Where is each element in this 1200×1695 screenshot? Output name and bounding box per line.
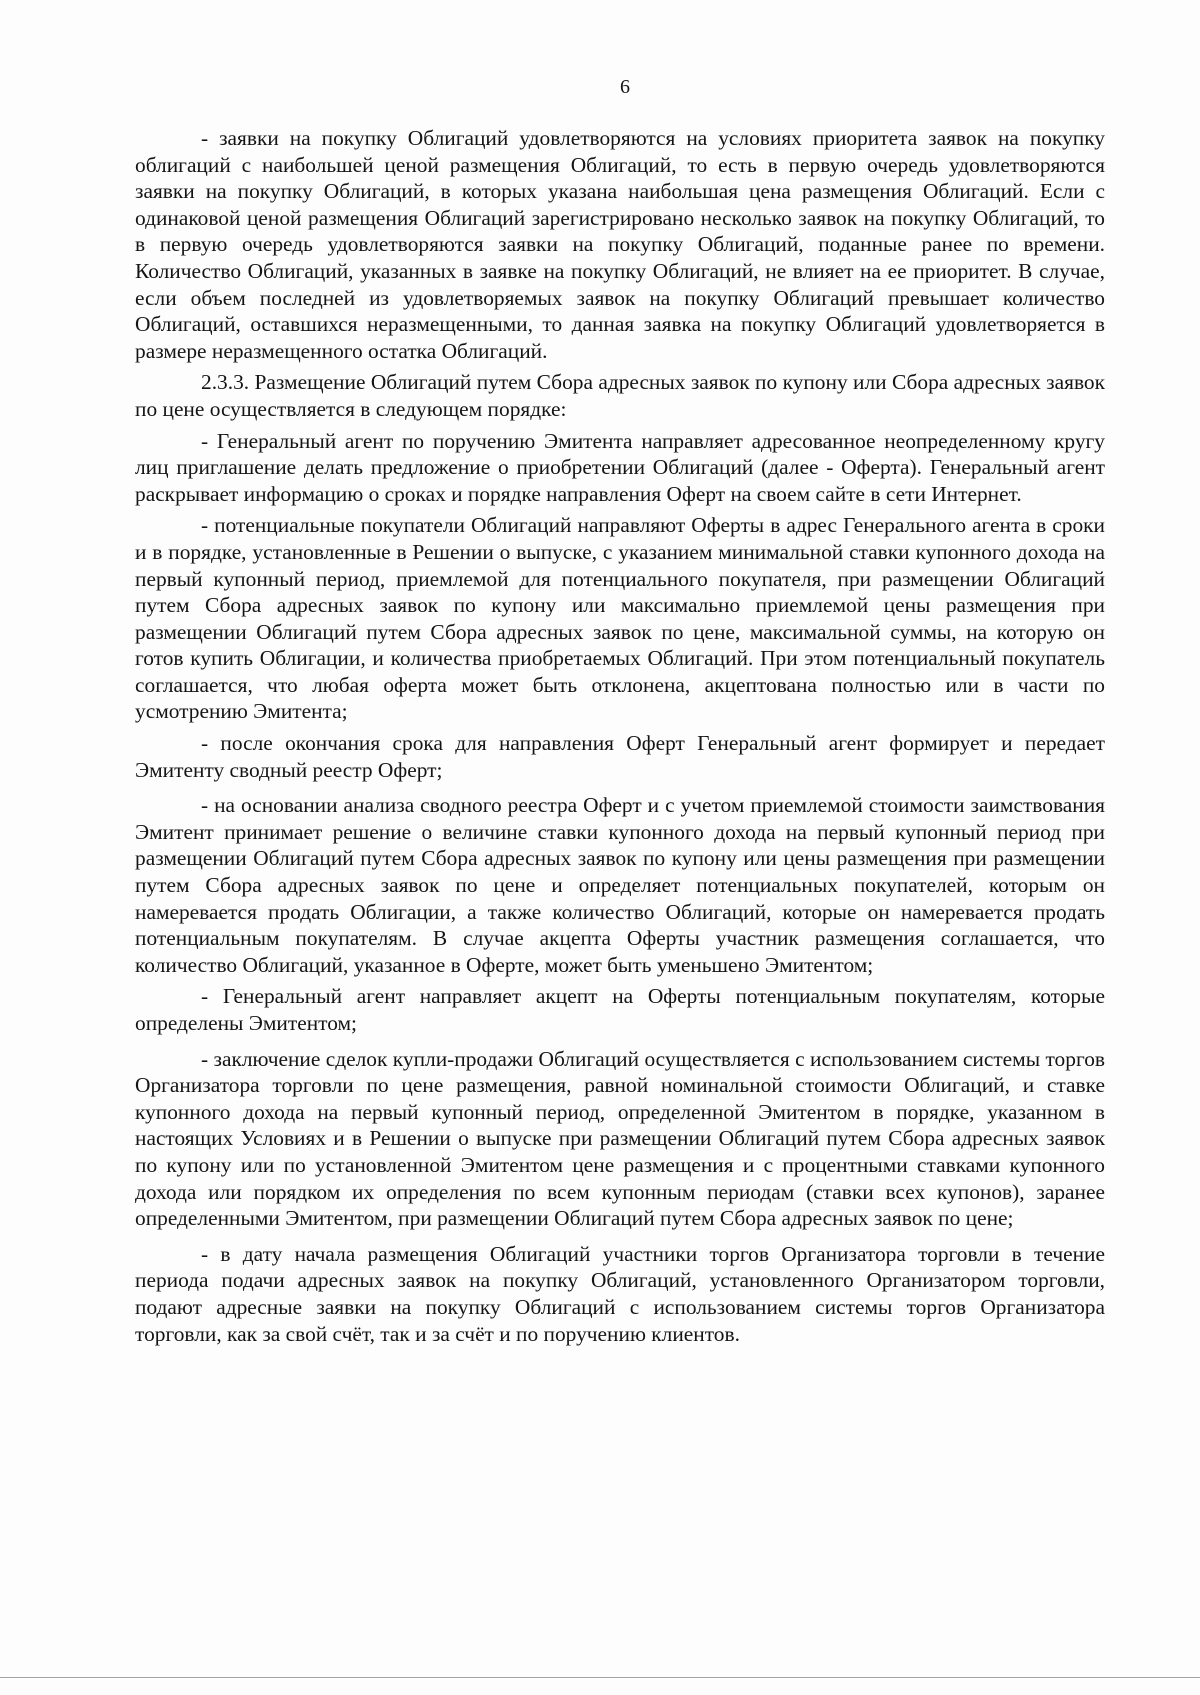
paragraph-bid-priority: - заявки на покупку Облигаций удовлетворяются на условиях приоритета заявок на покупку облигаций с наибольшей ценой размещения Облигаций, то есть в первую очередь удовлетворяются заявки на покупку Облигаций, в которых указана наибольшая цена размещения Облигаций. Если с одинаковой ценой размещения Облигаций зарегистрировано несколько заявок на покупку Облигаций, то в первую очередь удовлетворяются заявки на покупку Облигаций, поданные ранее по времени. Количество Облигаций, указанных в заявке на покупку Облигаций, не влияет на ее приоритет. В случае, если объем последней из удовлетворяемых заявок на покупку Облигаций превышает количество Облигаций, оставшихся неразмещенными, то данная заявка на покупку Облигаций удовлетворяется в размере неразмещенного остатка Облигаций. [135, 126, 1105, 363]
paragraph-buyers-send-offers: - потенциальные покупатели Облигаций направляют Оферты в адрес Генерального агента в сроки и в порядке, установленные в Решении о выпуске, с указанием минимальной ставки купонного дохода на первый купонный период, приемлемой для потенциального покупателя, при размещении Облигаций путем Сбора адресных заявок по купону или максимально приемлемой цены размещения при размещении Облигаций путем Сбора адресных заявок по цене, максимальной суммы, на которую он готов купить Облигации, и количества приобретаемых Облигаций. При этом потенциальный покупатель соглашается, что любая оферта может быть отклонена, акцептована полностью или в части по усмотрению Эмитента; [135, 513, 1105, 724]
paragraph-section-2-3-3: 2.3.3. Размещение Облигаций путем Сбора адресных заявок по купону или Сбора адресных заявок по цене осуществляется в следующем порядке: [135, 370, 1105, 421]
footer-rule [0, 1677, 1200, 1678]
paragraph-acceptance: - Генеральный агент направляет акцепт на Оферты потенциальным покупателям, которые определены Эмитентом; [135, 984, 1105, 1035]
document-body [135, 125, 1105, 1347]
paragraph-placement-start: - в дату начала размещения Облигаций участники торгов Организатора торговли в течение периода подачи адресных заявок на покупку Облигаций, установленного Организатором торговли, подают адресные заявки на покупку Облигаций с использованием системы торгов Организатора торговли, как за свой счёт, так и за счёт и по поручению клиентов. [135, 1241, 1105, 1346]
page-number: 6 [620, 76, 630, 98]
paragraph-general-agent-invitation: - Генеральный агент по поручению Эмитента направляет адресованное неопределенному кругу лиц приглашение делать предложение о приобретении Облигаций (далее - Оферта). Генеральный агент раскрывает информацию о сроках и порядке направления Оферт на своем сайте в сети Интернет. [135, 428, 1105, 506]
paragraph-trade-execution: - заключение сделок купли-продажи Облигаций осуществляется с использованием системы торгов Организатора торговли по цене размещения, равной номинальной стоимости Облигаций, и ставке купонного дохода на первый купонный период, определенной Эмитентом в порядке, указанном в настоящих Условиях и в Решении о выпуске при размещении Облигаций путем Сбора адресных заявок по купону или по установленной Эмитентом цене размещения и с процентными ставками купонного дохода или порядком их определения по всем купонным периодам (ставки всех купонов), заранее определенными Эмитентом, при размещении Облигаций путем Сбора адресных заявок по цене; [135, 1046, 1105, 1231]
paragraph-issuer-decision: - на основании анализа сводного реестра Оферт и с учетом приемлемой стоимости заимствования Эмитент принимает решение о величине ставки купонного дохода на первый купонный период при размещении Облигаций путем Сбора адресных заявок по купону или цены размещения при размещении путем Сбора адресных заявок по цене и определяет потенциальных покупателей, которым он намеревается продать Облигации, а также количество Облигаций, которые он намеревается продать потенциальным покупателям. В случае акцепта Оферты участник размещения соглашается, что количество Облигаций, указанное в Оферте, может быть уменьшено Эмитентом; [135, 793, 1105, 977]
paragraph-offer-registry: - после окончания срока для направления Оферт Генеральный агент формирует и передает Эмитенту сводный реестр Оферт; [135, 731, 1105, 782]
